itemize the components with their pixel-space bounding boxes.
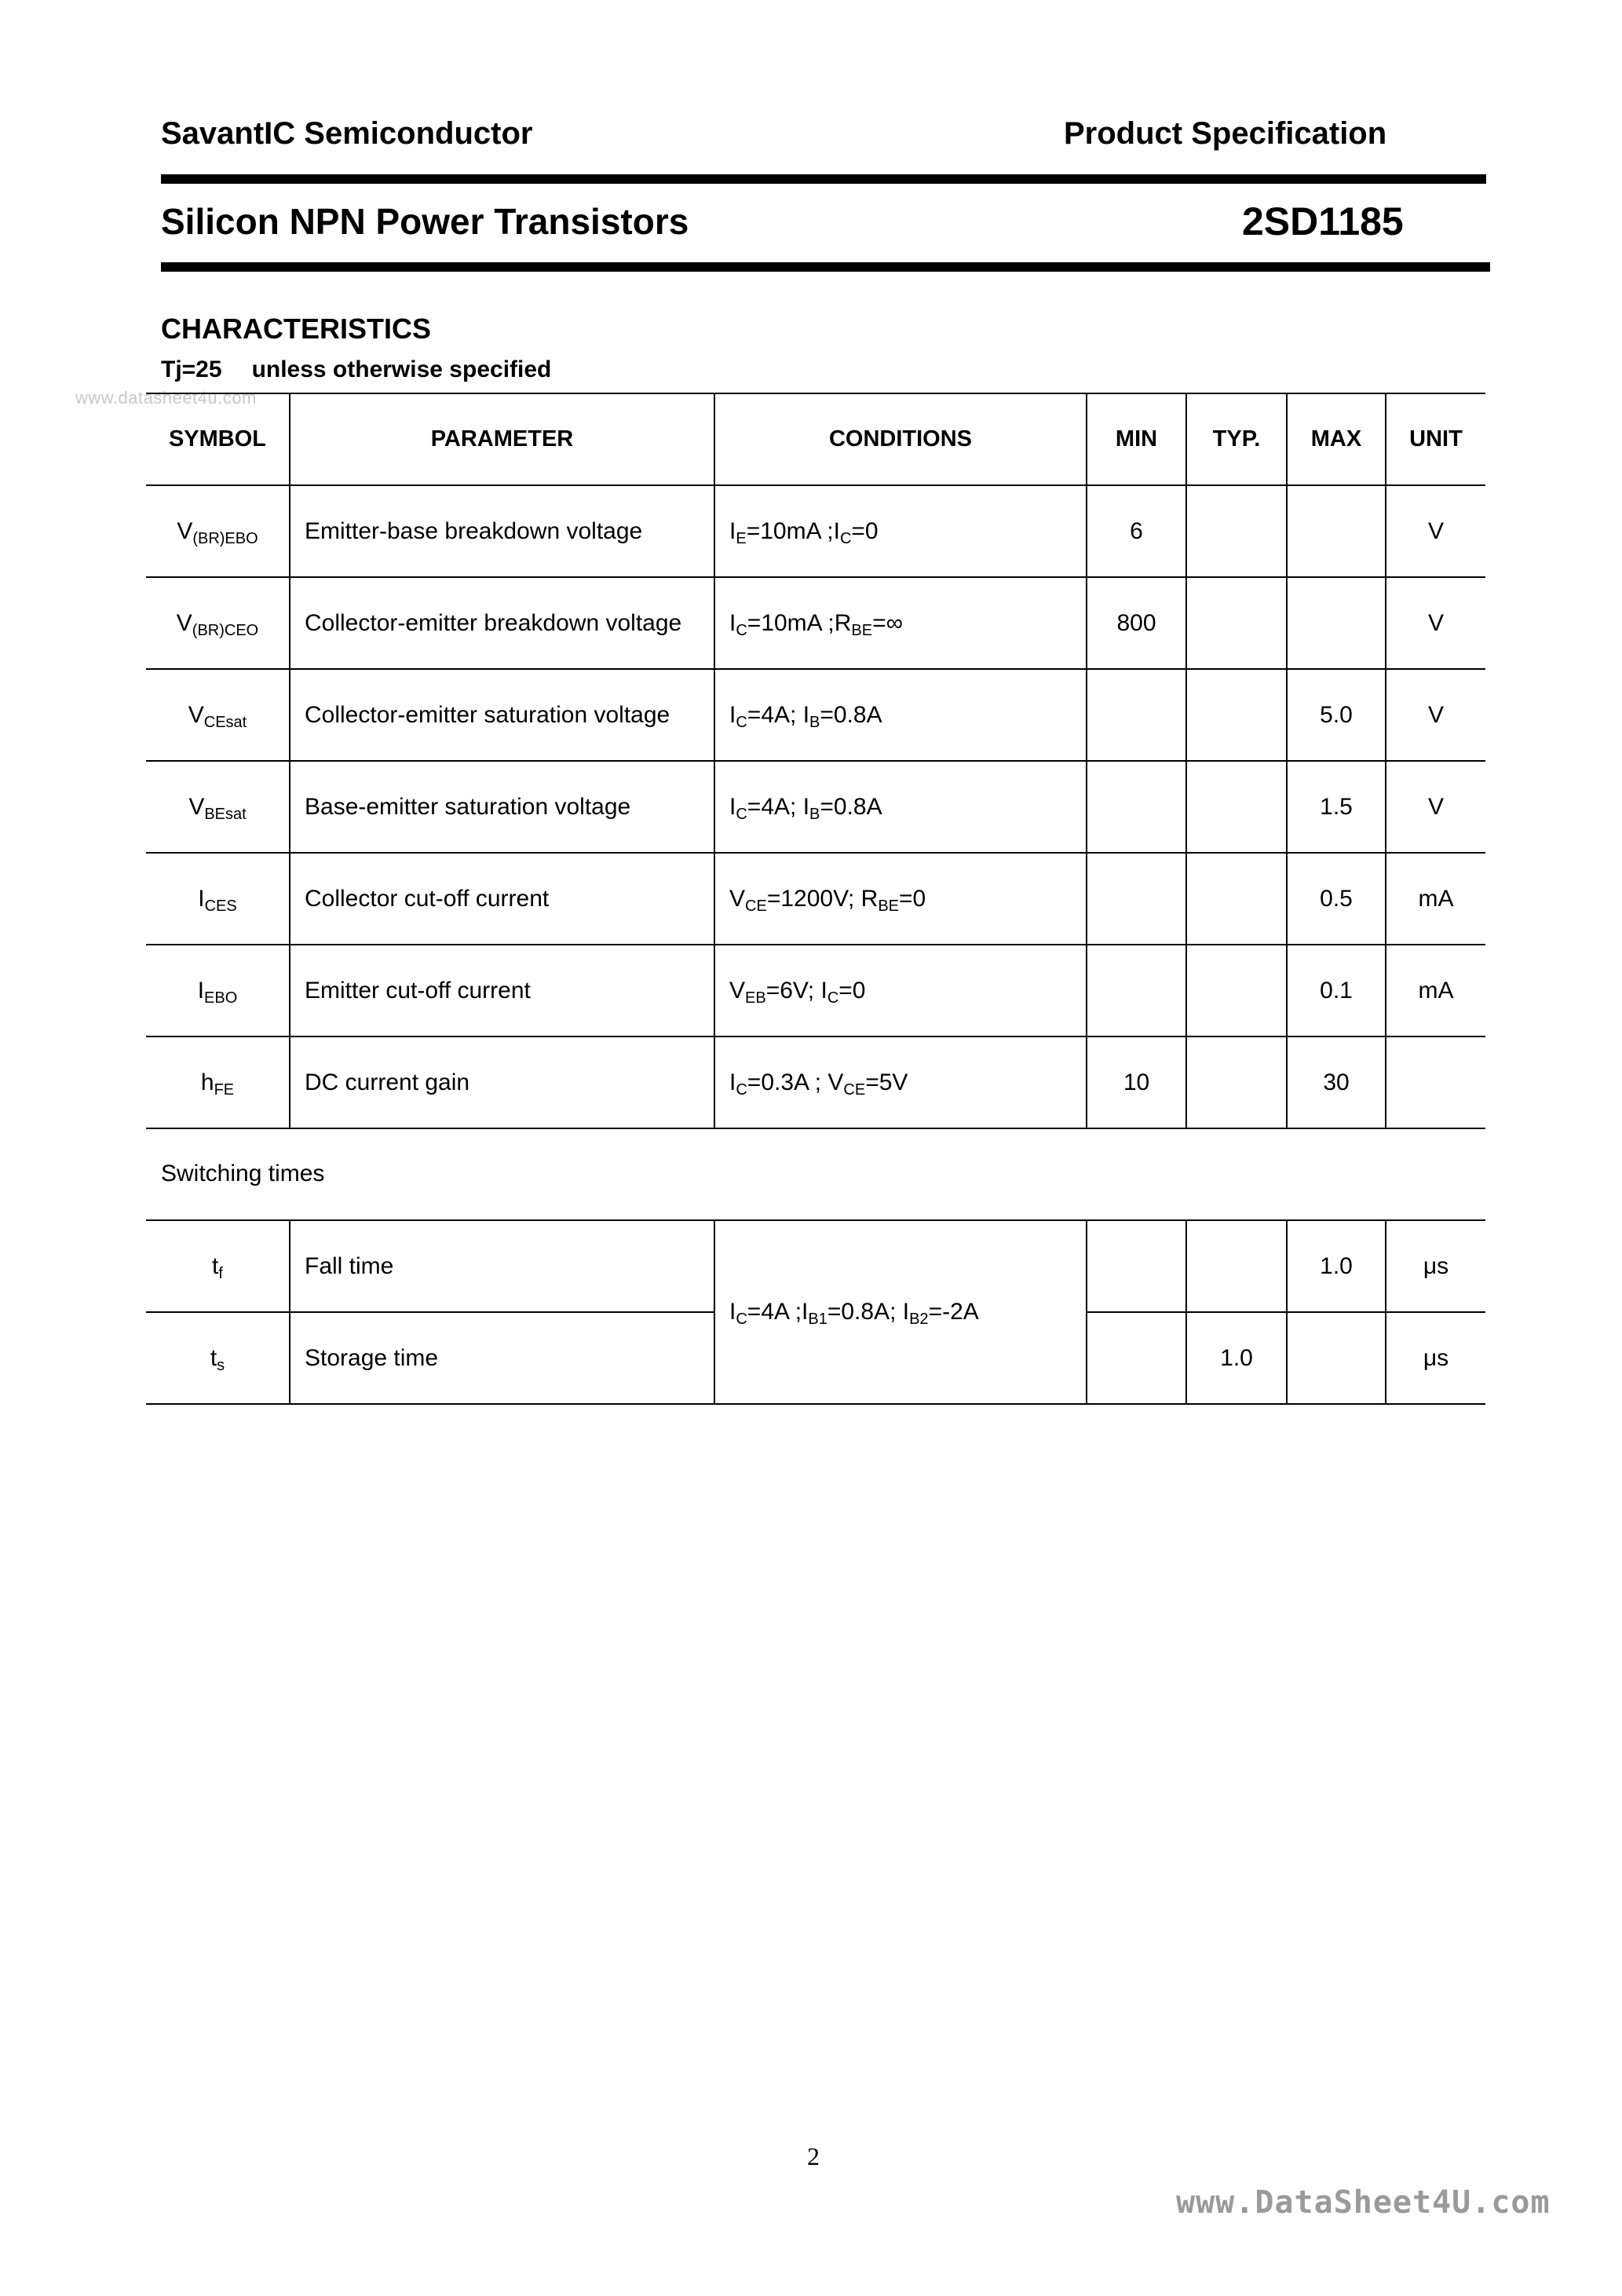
max-cell: 0.5 [1287,853,1386,945]
header-rule-top [161,174,1486,184]
cond-subscript: B [809,805,820,823]
characteristics-table [146,393,1485,1129]
cond-subscript: BE [851,621,873,639]
header-max: MAX [1287,393,1386,485]
min-cell [1087,1312,1186,1404]
conditions-cell [714,761,1087,853]
symbol-subscript: EBO [204,989,238,1007]
cond-subscript: C [736,713,747,731]
unit-cell: V [1386,485,1485,577]
cond-value: =0.3A ; [747,1069,828,1095]
max-cell [1287,485,1386,577]
conditions-cell [714,485,1087,577]
symbol-main: I [198,885,205,912]
cond-symbol: V [729,977,746,1004]
symbol-subscript: FE [214,1080,235,1099]
cond-symbol: V [827,1069,844,1095]
cond-symbol: I [802,1299,809,1325]
cond-value: =0.8A [820,701,882,728]
max-cell: 1.5 [1287,761,1386,853]
cond-value: =0 [851,517,879,544]
table-row [146,1036,1485,1128]
unit-cell: V [1386,577,1485,669]
cond-value: =∞ [872,609,903,636]
cond-subscript: EB [745,989,766,1007]
table-row [146,577,1485,669]
cond-symbol: I [729,1069,736,1095]
cond-symbol: I [833,517,840,544]
condition-note: unless otherwise specified [251,356,552,382]
unit-cell: mA [1386,945,1485,1036]
cond-subscript: C [736,805,747,823]
min-cell: 10 [1087,1036,1186,1128]
conditions-cell [714,577,1087,669]
company-name: SavantIC Semiconductor [161,116,533,151]
symbol-main: t [212,1252,219,1279]
min-cell [1087,669,1186,761]
cond-value: =4A; [747,793,803,820]
header-rule-bottom [161,262,1490,272]
watermark-top: www.datasheet4u.com [75,388,257,408]
unit-cell: μs [1386,1220,1485,1312]
symbol-cell [146,577,290,669]
symbol-subscript: (BR)CEO [192,621,259,639]
cond-value: =4A; [747,701,803,728]
parameter-cell: DC current gain [290,1036,714,1128]
max-cell: 0.1 [1287,945,1386,1036]
parameter-cell: Base-emitter saturation voltage [290,761,714,853]
cond-subscript: C [736,621,747,639]
test-condition-line [161,356,551,383]
min-cell [1087,853,1186,945]
parameter-cell: Fall time [290,1220,714,1312]
cond-symbol: I [729,609,736,636]
table-row [146,1220,1485,1312]
symbol-cell [146,761,290,853]
table-row [146,669,1485,761]
header-unit: UNIT [1386,393,1485,485]
symbol-subscript: CES [204,897,237,915]
unit-cell: V [1386,761,1485,853]
cond-subscript: C [839,529,852,547]
cond-value: =0.8A; [827,1299,903,1325]
conditions-cell [714,669,1087,761]
cond-value: =10mA ; [746,517,834,544]
symbol-subscript: f [218,1264,223,1282]
document-type: Product Specification [1064,116,1387,151]
cond-symbol: R [860,885,879,912]
max-cell [1287,577,1386,669]
symbol-main: h [200,1069,214,1095]
symbol-main: V [188,701,204,728]
switching-times-label: Switching times [161,1161,325,1186]
symbol-main: V [188,793,205,820]
min-cell [1087,761,1186,853]
conditions-cell [714,1036,1087,1128]
cond-subscript: CE [745,897,767,915]
table-row [146,945,1485,1036]
symbol-cell [146,1036,290,1128]
cond-value: =0.8A [820,793,882,820]
cond-value: =5V [865,1069,908,1095]
unit-cell: μs [1386,1312,1485,1404]
symbol-cell [146,853,290,945]
cond-symbol: I [802,793,810,820]
cond-value: =4A ; [747,1299,802,1325]
unit-cell [1386,1036,1485,1128]
cond-symbol: V [729,885,746,912]
cond-value: =10mA ; [747,609,835,636]
cond-subscript: C [736,1311,747,1328]
max-cell [1287,1312,1386,1404]
cond-subscript: E [736,529,747,547]
typ-cell [1186,669,1287,761]
cond-symbol: I [729,701,736,728]
parameter-cell: Collector cut-off current [290,853,714,945]
unit-cell: V [1386,669,1485,761]
switching-table [146,1219,1485,1405]
page-number: 2 [807,2142,820,2170]
cond-symbol: I [902,1299,910,1325]
conditions-cell [714,1220,1087,1404]
header-conditions: CONDITIONS [714,393,1087,485]
watermark-bottom: www.DataSheet4U.com [1176,2184,1551,2221]
min-cell: 6 [1087,485,1186,577]
cond-subscript: BE [878,897,899,915]
symbol-cell [146,485,290,577]
symbol-subscript: CEsat [203,713,247,731]
cond-subscript: B [809,713,820,731]
header-symbol: SYMBOL [146,393,290,485]
parameter-cell: Collector-emitter saturation voltage [290,669,714,761]
min-cell [1087,1220,1186,1312]
symbol-main: t [210,1344,217,1371]
max-cell: 30 [1287,1036,1386,1128]
parameter-cell: Emitter cut-off current [290,945,714,1036]
parameter-cell: Storage time [290,1312,714,1404]
typ-cell [1186,485,1287,577]
cond-symbol: R [834,609,852,636]
max-cell: 5.0 [1287,669,1386,761]
typ-cell: 1.0 [1186,1312,1287,1404]
symbol-cell [146,1220,290,1312]
parameter-cell: Collector-emitter breakdown voltage [290,577,714,669]
symbol-subscript: BEsat [204,805,247,823]
table-header-row [146,393,1485,485]
typ-cell [1186,761,1287,853]
typ-cell [1186,853,1287,945]
symbol-main: I [197,977,205,1004]
parameter-cell: Emitter-base breakdown voltage [290,485,714,577]
symbol-cell [146,669,290,761]
document-title: Silicon NPN Power Transistors [161,201,689,242]
min-cell: 800 [1087,577,1186,669]
unit-cell: mA [1386,853,1485,945]
cond-value: =-2A [928,1299,979,1325]
cond-value: =6V; [765,977,821,1004]
cond-symbol: I [820,977,827,1004]
cond-subscript: C [827,989,839,1007]
conditions-cell [714,945,1087,1036]
min-cell [1087,945,1186,1036]
table-row [146,761,1485,853]
header-typ: TYP. [1186,393,1287,485]
cond-subscript: B2 [909,1311,929,1328]
symbol-subscript: s [217,1356,225,1374]
cond-subscript: CE [843,1080,866,1099]
cond-value: =0 [838,977,866,1004]
section-title: CHARACTERISTICS [161,313,432,345]
typ-cell [1186,945,1287,1036]
typ-cell [1186,1220,1287,1312]
symbol-main: V [176,609,192,636]
cond-symbol: I [802,701,810,728]
typ-cell [1186,577,1287,669]
junction-temp-condition: Tj=25 [161,356,222,382]
cond-symbol: I [729,793,736,820]
cond-value: =1200V; [766,885,861,912]
conditions-cell [714,853,1087,945]
cond-symbol: I [729,517,736,544]
table-row [146,485,1485,577]
table-row [146,853,1485,945]
typ-cell [1186,1036,1287,1128]
cond-subscript: B1 [808,1311,827,1328]
cond-symbol: I [729,1299,736,1325]
symbol-cell [146,945,290,1036]
symbol-cell [146,1312,290,1404]
part-number: 2SD1185 [1242,199,1404,243]
header-parameter: PARAMETER [290,393,714,485]
symbol-subscript: (BR)EBO [192,529,258,547]
symbol-main: V [177,517,193,544]
max-cell: 1.0 [1287,1220,1386,1312]
cond-subscript: C [736,1080,747,1099]
header-min: MIN [1087,393,1186,485]
cond-value: =0 [899,885,926,912]
